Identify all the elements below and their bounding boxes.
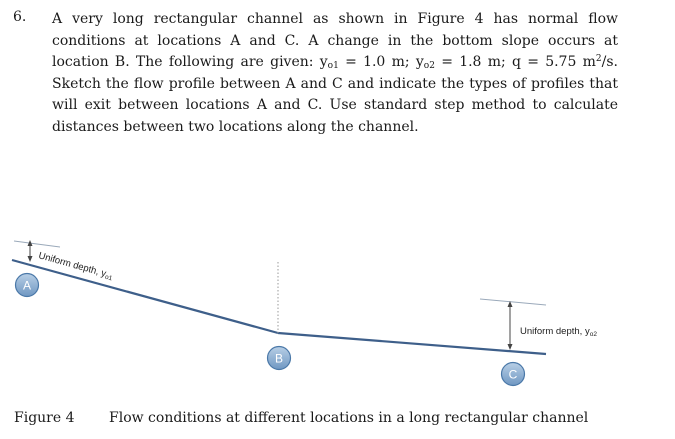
water-surface-left: [14, 241, 60, 247]
depth-arrow-head-bottom-2: [508, 344, 513, 350]
figure-caption: Flow conditions at different locations in a long rectangular channel: [109, 410, 589, 426]
marker-a-label: A: [22, 278, 32, 293]
figure-label: Figure 4: [14, 410, 75, 426]
question-text-part-4: /s. Sketch the flow profile between A and C and indicate the types of profiles that will exit between locations A and C. Use standard step method to calculate distances between two locations along the channel.: [52, 54, 619, 135]
marker-a: [16, 274, 39, 297]
subscript-o1: o1: [327, 61, 339, 72]
marker-b-label: B: [274, 351, 284, 366]
marker-b: [268, 347, 291, 370]
uniform-depth-label-2: Uniform depth, $y_{o2}$: [520, 326, 597, 338]
marker-c-label: C: [508, 367, 518, 382]
question-number: 6.: [13, 9, 27, 25]
depth-arrow-head-bottom-1: [28, 256, 33, 262]
question-text-part-3: = 1.8 m; q = 5.75 m: [434, 54, 596, 71]
question-text-part-2: = 1.0 m; y: [338, 54, 424, 71]
channel-bed-mild: [278, 333, 546, 354]
water-surface-right: [480, 299, 546, 305]
subscript-o2: o2: [423, 61, 435, 72]
question-text-part-1: A very long rectangular channel as shown in Figure 4 has normal flow conditions at locations A and C. A change in the bottom slope occurs at location B. The following are given: y: [52, 11, 618, 71]
superscript-2: 2: [595, 54, 602, 65]
marker-c: [502, 363, 525, 386]
channel-bed-steep: [12, 260, 278, 333]
uniform-depth-label-1: Uniform depth, $y_{o1}$: [37, 250, 113, 283]
